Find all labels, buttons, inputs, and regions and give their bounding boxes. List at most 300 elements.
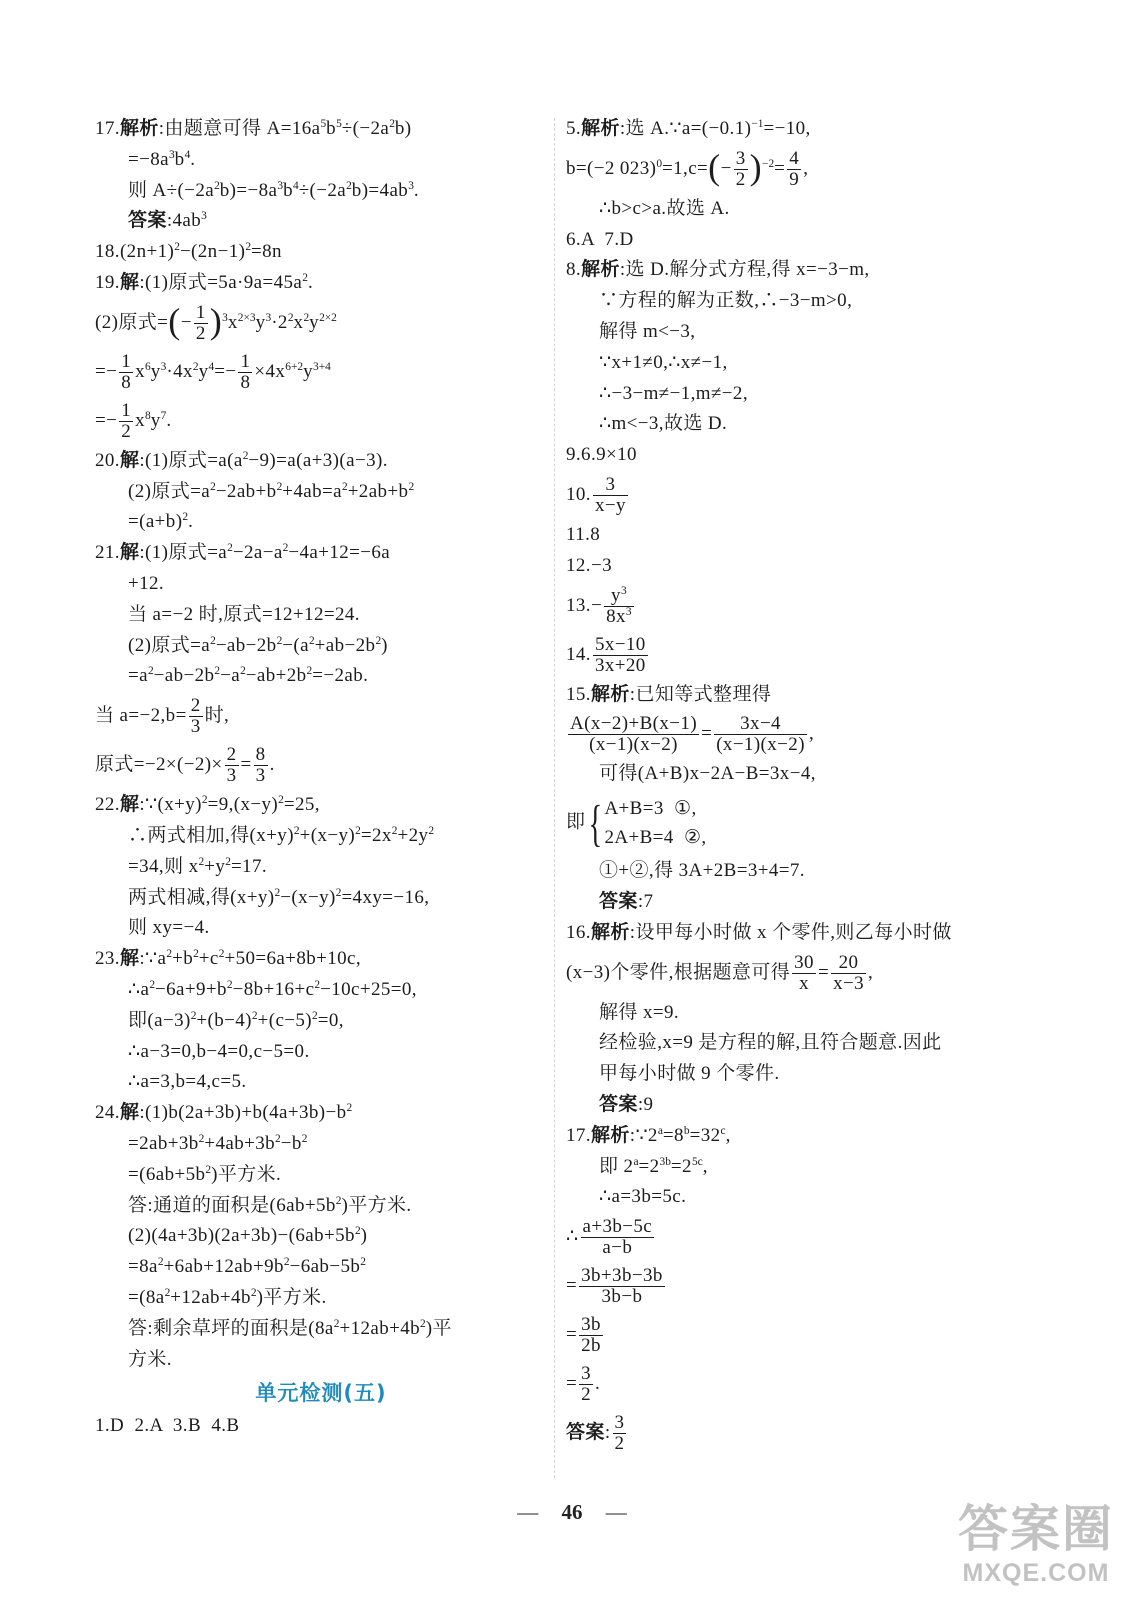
superscript: 4	[184, 148, 191, 161]
footer-dash-right: —	[605, 1500, 627, 1524]
fraction-denominator	[831, 974, 866, 994]
math-text: b	[283, 179, 293, 201]
bold-label: 答案	[599, 890, 638, 912]
superscript: 2	[283, 1256, 290, 1269]
fraction-denominator	[194, 324, 208, 344]
superscript: 2	[287, 311, 294, 324]
equation-rows	[604, 794, 706, 852]
superscript: 2	[190, 1009, 197, 1022]
superscript: 2	[333, 1317, 340, 1330]
math-text: )	[381, 634, 388, 656]
math-text: −8b+16+c	[232, 978, 315, 1000]
answer-line	[95, 538, 547, 569]
math-text: b=(−2 023)	[566, 157, 657, 179]
superscript: −2	[762, 157, 775, 170]
math-text: y	[150, 409, 161, 431]
math-text: 1	[121, 350, 132, 372]
math-text: 答:剩余草坪的面积是(8a	[128, 1317, 334, 1339]
answer-line	[566, 255, 1046, 286]
math-text: ÷(−2a	[298, 179, 347, 201]
answer-line	[566, 471, 1046, 520]
math-text: 3	[605, 473, 616, 495]
math-text: =	[566, 1274, 578, 1296]
fraction-numerator	[579, 1364, 593, 1385]
superscript: 2	[391, 824, 398, 837]
fraction	[579, 1266, 665, 1307]
math-text: −b	[280, 1132, 302, 1154]
superscript: −1	[751, 117, 764, 130]
superscript: 2	[250, 1286, 257, 1299]
bold-label: 解析	[590, 1124, 630, 1146]
superscript: 2	[308, 634, 315, 647]
page-number: 46	[561, 1500, 583, 1524]
math-text: =(6ab+5b	[128, 1163, 206, 1185]
superscript: 2	[225, 855, 231, 868]
fraction	[831, 953, 866, 994]
math-text: .	[269, 754, 275, 776]
math-text: b)=4ab	[351, 179, 409, 201]
math-text: =	[566, 1372, 578, 1394]
superscript: 2	[282, 542, 289, 555]
math-text: =−	[95, 409, 118, 431]
math-text: )平方米.	[211, 1163, 282, 1185]
math-text: −	[180, 311, 192, 333]
math-text: ÷(−2a	[341, 118, 390, 139]
answer-line	[566, 1360, 1046, 1409]
answer-line	[95, 852, 547, 883]
superscript: 2	[276, 480, 283, 493]
math-text: 经检验,x=9 是方程的解,且符合题意.因此	[599, 1032, 942, 1054]
math-text: 17.	[566, 1124, 591, 1146]
math-text: 即 2	[599, 1155, 634, 1177]
math-text: b	[326, 118, 337, 139]
answer-line	[95, 299, 547, 348]
answer-line	[566, 1121, 1046, 1152]
math-text: y	[303, 360, 313, 382]
math-text: 即(a−3)	[128, 1009, 191, 1031]
math-text: y	[309, 311, 320, 333]
superscript: 2	[346, 1102, 353, 1115]
fraction-denominator	[119, 373, 133, 393]
fraction-denominator	[579, 1385, 593, 1405]
brace: {	[589, 794, 603, 852]
footer-dash-left: —	[517, 1500, 539, 1524]
math-text: ∵方程的解为正数,∴−3−m>0,	[599, 290, 853, 312]
math-text: ·4x	[166, 360, 193, 382]
math-text: 解得 m<−3,	[599, 320, 696, 342]
answer-line	[95, 477, 547, 508]
fraction-numerator	[238, 352, 252, 373]
superscript: 2	[335, 886, 342, 899]
math-text: 9	[789, 168, 800, 190]
answer-line	[95, 1067, 547, 1098]
math-text: =8n	[251, 241, 282, 263]
math-text: 1	[121, 399, 132, 421]
answer-line	[566, 379, 1046, 410]
math-text: :∵2	[629, 1124, 658, 1146]
superscript: 3	[265, 311, 272, 324]
right-column	[566, 114, 1046, 1458]
superscript: 2	[314, 978, 321, 991]
answer-line	[566, 1182, 1046, 1213]
math-text: =2ab+3b	[128, 1132, 199, 1154]
equation-row	[604, 794, 706, 823]
math-text: +ab−2b	[314, 634, 376, 656]
fraction	[568, 714, 699, 755]
math-text: .	[190, 148, 196, 170]
superscript: 2	[182, 511, 189, 524]
math-text: +4ab+3b	[204, 1132, 276, 1154]
superscript: a	[633, 1155, 639, 1168]
math-text: +4ab=a	[282, 480, 342, 502]
big-paren: (	[708, 146, 721, 187]
superscript: 2	[214, 179, 220, 192]
answer-line	[95, 1252, 547, 1283]
fraction	[225, 745, 239, 786]
fraction-numerator	[119, 352, 133, 373]
answer-line	[566, 114, 1046, 145]
watermark-site: MXQE.COM	[962, 1559, 1110, 1587]
big-paren: )	[749, 146, 763, 187]
fraction-denominator	[238, 373, 252, 393]
superscript: 3	[201, 210, 207, 223]
math-text: =2x	[360, 824, 392, 846]
bold-label: 答案	[566, 1421, 605, 1443]
fraction-denominator	[604, 607, 634, 627]
superscript: 5	[336, 117, 342, 130]
answer-line	[95, 446, 547, 477]
math-text: )	[360, 1225, 368, 1247]
math-text: =	[817, 961, 830, 983]
answer-line	[566, 194, 1046, 225]
math-text: 甲每小时做 9 个零件.	[599, 1063, 780, 1085]
superscript: 6	[145, 360, 151, 373]
fraction	[581, 1217, 655, 1258]
math-text: =−2ab.	[312, 665, 369, 687]
math-text: =	[240, 754, 252, 776]
math-text: =−8a	[128, 148, 169, 170]
math-text: =2	[638, 1155, 660, 1177]
math-text: =(a+b)	[128, 511, 183, 533]
math-text: 8	[121, 371, 132, 393]
fraction-numerator	[604, 586, 634, 607]
answer-line	[95, 913, 547, 944]
bold-label: 解	[119, 1102, 140, 1124]
fraction-numerator	[792, 953, 816, 974]
math-text: 则 xy=−4.	[128, 917, 210, 939]
math-text: =1,c=	[662, 157, 709, 179]
fraction	[593, 635, 648, 676]
math-text: 15.	[566, 683, 591, 705]
answer-line	[95, 237, 547, 268]
math-text: ∴	[566, 1225, 579, 1247]
math-text: ∴m<−3,故选 D.	[599, 413, 728, 435]
math-text: 9.6.9×10	[566, 444, 637, 466]
answer-line	[566, 409, 1046, 440]
superscript: b	[683, 1124, 690, 1137]
answer-line	[566, 998, 1046, 1029]
math-text: :已知等式整理得	[629, 683, 772, 705]
bold-label: 答案	[599, 1093, 638, 1115]
superscript: 2	[389, 117, 395, 130]
math-text: :设甲每小时做 x 个零件,则乙每小时做	[629, 921, 952, 943]
math-text: 2A+B=4 ②,	[604, 827, 707, 849]
math-text: .	[413, 179, 420, 201]
math-text: +12ab+4b	[339, 1317, 421, 1339]
answer-line	[566, 710, 1046, 759]
math-text: 17.	[95, 118, 120, 139]
answer-line	[566, 348, 1046, 379]
math-text: x	[135, 409, 146, 431]
bold-label: 解析	[119, 118, 159, 139]
superscript: 4	[292, 179, 299, 192]
math-text: 21.	[95, 542, 120, 564]
math-text: 4	[789, 147, 800, 169]
superscript: 2	[226, 978, 233, 991]
math-text: =9,(x−y)	[207, 794, 279, 816]
fraction-denominator	[792, 974, 816, 994]
math-text: 1	[195, 301, 206, 323]
math-text: ·2	[271, 311, 288, 333]
math-text: =25,	[283, 794, 320, 816]
fraction-denominator	[787, 170, 801, 190]
math-text: ,	[803, 157, 809, 179]
fraction-denominator	[225, 766, 239, 786]
fraction	[714, 714, 807, 755]
answer-line	[95, 1221, 547, 1252]
math-text: 1	[240, 350, 251, 372]
math-text: (2)原式=a	[128, 480, 211, 502]
superscript: 2	[227, 542, 233, 555]
superscript: 2	[242, 449, 249, 462]
superscript: 5c	[691, 1155, 703, 1168]
math-text: +2y	[397, 824, 429, 846]
math-text: ∵x+1≠0,∴x≠−1,	[599, 351, 728, 373]
fraction-denominator	[254, 766, 268, 786]
math-text: 原式=−2×(−2)×	[95, 754, 223, 776]
math-text: y	[150, 360, 161, 382]
math-text: ∴a=3,b=4,c=5.	[128, 1071, 247, 1093]
superscript: 6+2	[285, 360, 304, 373]
bold-label: 答案	[128, 210, 167, 232]
math-text: 20	[838, 951, 859, 973]
math-text: 3	[255, 765, 266, 787]
answer-line	[95, 1098, 547, 1129]
fraction	[579, 1364, 593, 1405]
answer-line	[566, 286, 1046, 317]
math-text: +y	[204, 855, 226, 877]
math-text: =	[774, 157, 786, 179]
superscript: 2	[198, 1132, 205, 1145]
math-text: b	[174, 148, 185, 170]
answer-line	[95, 569, 547, 600]
math-text: −(2n−1)	[179, 241, 246, 263]
fraction-denominator	[714, 735, 807, 755]
superscript: 2	[201, 794, 208, 807]
superscript: 2	[355, 824, 361, 837]
math-text: 两式相减,得(x+y)	[128, 886, 275, 908]
math-text: 2	[581, 1384, 592, 1406]
answer-line	[95, 944, 547, 975]
math-text: 6.A 7.D	[566, 228, 634, 250]
superscript: 3	[277, 179, 284, 192]
fraction	[254, 745, 268, 786]
math-text: )平方米.	[341, 1194, 412, 1216]
answer-line	[95, 1006, 547, 1037]
math-text: 3b+3b−3b	[581, 1265, 663, 1287]
math-text: −4a+12=−6a	[288, 542, 391, 564]
answer-line	[566, 520, 1046, 551]
math-text: =34,则 x	[128, 855, 199, 877]
math-text: 2	[190, 695, 201, 717]
superscript: a	[657, 1124, 663, 1137]
answer-line	[95, 397, 547, 446]
math-text: −ab−2b	[153, 665, 215, 687]
watermark-logo	[936, 1500, 1136, 1588]
fraction-numerator	[593, 635, 648, 656]
superscript: 2	[192, 360, 199, 373]
math-text: a−b	[602, 1237, 633, 1259]
answer-line	[95, 348, 547, 397]
superscript: c	[720, 1124, 726, 1137]
superscript: 4	[208, 360, 215, 373]
answer-line	[95, 1411, 547, 1442]
math-text: 3x−4	[740, 713, 781, 735]
math-text: .	[595, 1372, 601, 1394]
answer-line	[566, 1262, 1046, 1311]
math-text: ∴−3−m≠−1,m≠−2,	[599, 382, 748, 404]
math-text: +c	[198, 948, 219, 970]
math-text: 13.−	[566, 594, 603, 616]
math-text: 16.	[566, 921, 591, 943]
answer-line	[566, 145, 1046, 194]
superscript: 2	[245, 241, 252, 254]
answer-line	[566, 790, 1046, 856]
math-text: )平	[425, 1317, 452, 1339]
math-text: −ab−2b	[215, 634, 277, 656]
math-text: :选 A.∵a=(−0.1)	[619, 118, 752, 139]
math-text: a+3b−5c	[582, 1216, 653, 1238]
math-text: +6ab+12ab+9b	[163, 1256, 284, 1278]
math-text: =17.	[230, 855, 268, 877]
superscript: 3	[168, 148, 175, 161]
answer-line	[95, 883, 547, 914]
superscript: 8	[145, 409, 151, 422]
math-text: 当 a=−2,b=	[95, 705, 187, 727]
big-paren: (	[168, 300, 181, 341]
superscript: 7	[160, 409, 167, 422]
math-text: 2	[735, 168, 746, 190]
math-text: =4xy=−16,	[341, 886, 430, 908]
fraction-numerator	[225, 745, 239, 766]
math-text: (2)原式=	[95, 311, 169, 333]
superscript: 2	[306, 665, 313, 678]
math-text: 方米.	[128, 1348, 172, 1370]
math-text: (x−1)(x−2)	[589, 734, 678, 756]
answer-line	[95, 631, 547, 662]
math-text: :(1)原式=5a·9a=45a	[139, 271, 303, 293]
fraction-numerator	[613, 1413, 627, 1434]
fraction	[613, 1413, 627, 1454]
math-text: ∴a=3b=5c.	[599, 1186, 687, 1208]
bold-label: 解析	[581, 118, 620, 139]
bold-label: 解	[119, 794, 140, 816]
bold-label: 解析	[590, 683, 630, 705]
math-text: x−y	[594, 494, 626, 516]
math-text: 3	[581, 1363, 592, 1385]
math-text: −2ab+b	[215, 480, 277, 502]
answer-line	[566, 551, 1046, 582]
math-text: 1.D 2.A 3.B 4.B	[95, 1415, 240, 1437]
answer-line	[95, 790, 547, 821]
math-text: 当 a=−2 时,原式=12+12=24.	[128, 603, 360, 625]
math-text: (x−3)个零件,根据题意可得	[566, 961, 791, 983]
math-text: ,	[702, 1155, 708, 1177]
answer-line	[95, 1037, 547, 1068]
bold-label: 解析	[590, 921, 630, 943]
fraction-numerator	[579, 1266, 665, 1287]
fraction-numerator	[593, 475, 628, 496]
answer-line	[95, 1283, 547, 1314]
math-text: =−	[214, 360, 237, 382]
math-text: (2)原式=a	[128, 634, 211, 656]
answer-line	[95, 1160, 547, 1191]
math-text: 3	[614, 1412, 625, 1434]
math-text: .	[166, 409, 172, 431]
math-text: +12.	[128, 572, 165, 594]
fraction-numerator	[568, 714, 699, 735]
superscript: 2	[303, 311, 310, 324]
math-text: 时,	[204, 705, 230, 727]
math-text: y	[611, 584, 621, 606]
bold-label: 解	[119, 948, 140, 970]
answer-line	[95, 114, 547, 145]
math-text: :9	[637, 1093, 654, 1115]
math-text: ∴a−3=0,b−4=0,c−5=0.	[128, 1040, 310, 1062]
answer-line	[566, 680, 1046, 711]
math-text: 则 A÷(−2a	[128, 179, 215, 201]
math-text: 19.	[95, 271, 120, 293]
answer-line	[566, 887, 1046, 918]
fraction-denominator	[568, 735, 699, 755]
answer-line	[95, 268, 547, 299]
math-text: :∵(x+y)	[139, 794, 202, 816]
math-text: ×4x	[254, 360, 286, 382]
fraction-numerator	[734, 149, 748, 170]
answer-line	[566, 631, 1046, 680]
math-text: ∴b>c>a.故选 A.	[599, 197, 730, 219]
math-text: 3x+20	[594, 654, 646, 676]
superscript: 2	[302, 271, 308, 284]
math-text: ①+②,得 3A+2B=3+4=7.	[599, 860, 805, 882]
superscript: 3	[620, 584, 627, 597]
answer-line	[566, 440, 1046, 471]
math-text: b)	[394, 118, 412, 139]
superscript: 2	[218, 948, 225, 961]
math-text: ,	[808, 723, 815, 745]
math-text: 8	[255, 744, 266, 766]
fraction-numerator	[581, 1217, 655, 1238]
math-text: 2	[195, 322, 206, 344]
math-text: y	[198, 360, 209, 382]
math-text: 3b	[581, 1314, 601, 1336]
math-text: :∵a	[139, 948, 167, 970]
section-heading: 单元检测(五)	[255, 1381, 387, 1406]
superscript: 0	[656, 157, 663, 170]
math-text: −(x−y)	[280, 886, 336, 908]
math-text: .	[188, 511, 194, 533]
fraction-denominator	[189, 717, 203, 737]
